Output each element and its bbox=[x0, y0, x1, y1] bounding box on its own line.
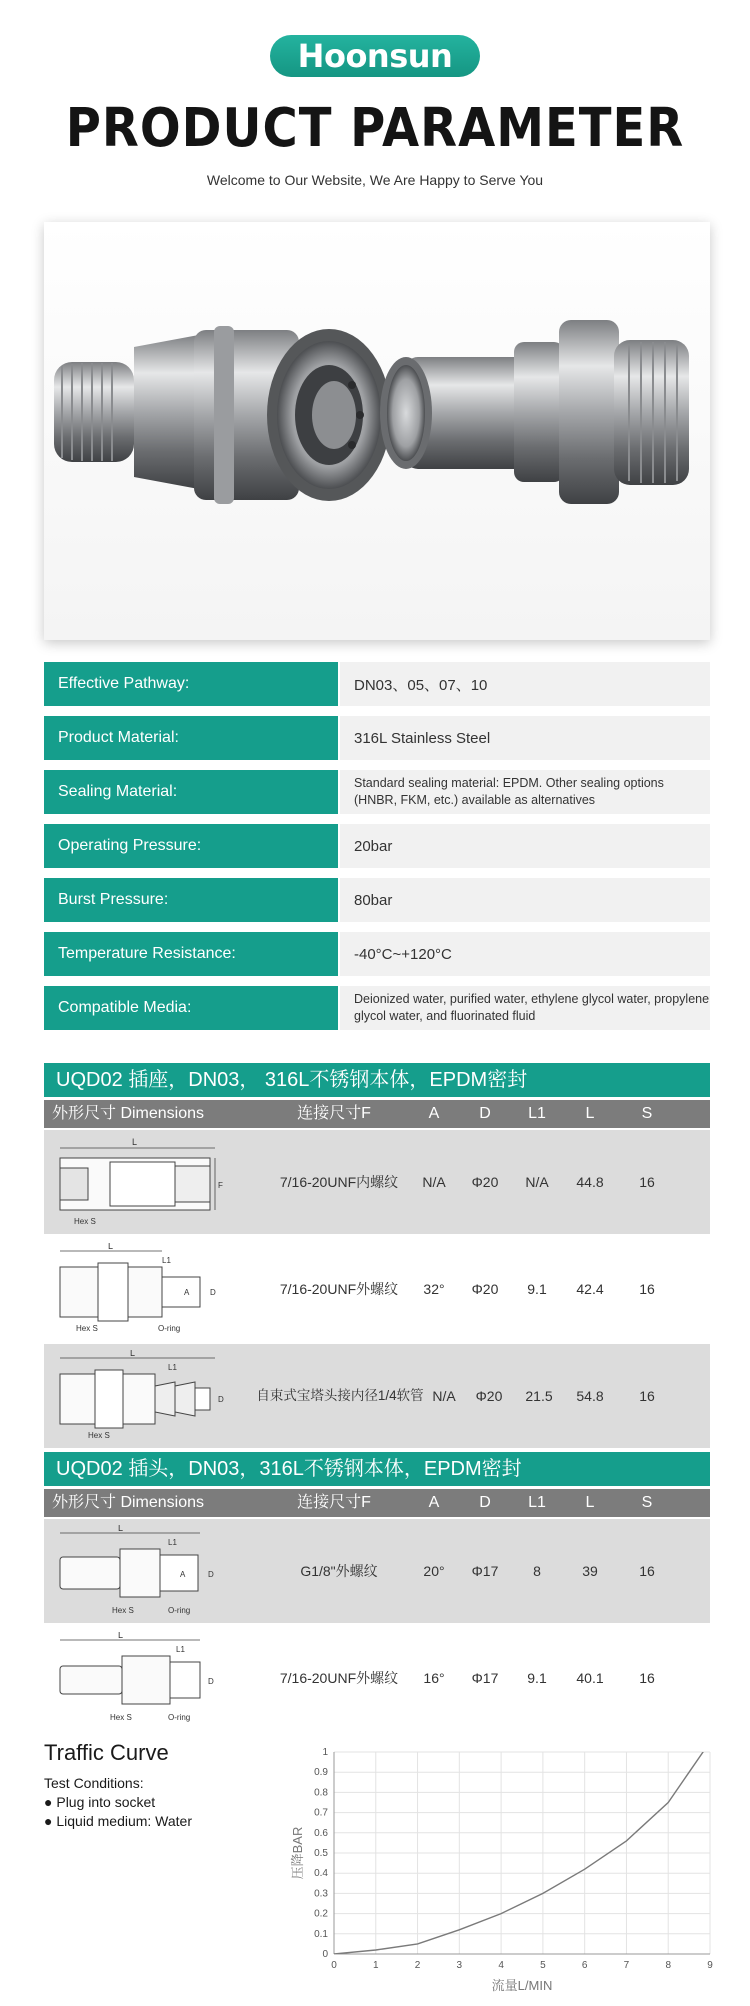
col-a: A bbox=[428, 1494, 440, 1511]
y-tick-label: 0.2 bbox=[314, 1908, 328, 1920]
cell-s: 16 bbox=[639, 1174, 655, 1190]
socket-drawing-male bbox=[50, 1243, 230, 1335]
col-l1: L1 bbox=[528, 1494, 546, 1511]
param-label: Product Material: bbox=[44, 716, 338, 760]
param-row bbox=[44, 986, 710, 1030]
x-tick-label: 2 bbox=[414, 1960, 421, 1971]
dim-label-a: A bbox=[180, 1570, 186, 1579]
param-label: Effective Pathway: bbox=[44, 662, 338, 706]
curve-conditions bbox=[44, 1774, 192, 1831]
x-tick-label: 5 bbox=[540, 1960, 546, 1971]
cell-a: N/A bbox=[432, 1388, 456, 1404]
col-d: D bbox=[479, 1494, 491, 1511]
cell-l: 44.8 bbox=[576, 1174, 604, 1190]
brand-logo: Hoonsun bbox=[270, 35, 480, 77]
socket-row bbox=[44, 1237, 710, 1341]
col-d: D bbox=[479, 1105, 491, 1122]
x-tick-label: 1 bbox=[372, 1960, 379, 1971]
param-value: 316L Stainless Steel bbox=[340, 716, 710, 760]
param-row bbox=[44, 716, 710, 760]
cell-l: 54.8 bbox=[576, 1388, 604, 1404]
y-tick-label: 0.6 bbox=[314, 1827, 328, 1839]
cell-d: Φ20 bbox=[471, 1174, 499, 1190]
param-label: Sealing Material: bbox=[44, 770, 338, 814]
conditions-label: Test Conditions: bbox=[44, 1775, 144, 1791]
condition-text: Liquid medium: Water bbox=[56, 1813, 193, 1829]
param-label: Temperature Resistance: bbox=[44, 932, 338, 976]
x-tick-label: 9 bbox=[707, 1960, 713, 1971]
cell-connection: 7/16-20UNF外螺纹 bbox=[279, 1281, 399, 1297]
cell-l1: 9.1 bbox=[527, 1281, 547, 1297]
dim-label-hex: Hex S bbox=[112, 1606, 134, 1615]
param-value: Standard sealing material: EPDM. Other sealing options (HNBR, FKM, etc.) available as alternatives bbox=[340, 770, 710, 814]
page-subtitle: Welcome to Our Website, We Are Happy to Serve You bbox=[206, 172, 544, 188]
condition-item: ● Liquid medium: Water bbox=[44, 1813, 193, 1829]
y-tick-label: 0.7 bbox=[314, 1807, 328, 1819]
dim-label-d: D bbox=[210, 1288, 216, 1297]
param-value: 20bar bbox=[340, 824, 710, 868]
dim-label-l1: L1 bbox=[168, 1363, 177, 1372]
dim-label-l1: L1 bbox=[176, 1645, 185, 1654]
col-dimensions: 外形尺寸 Dimensions bbox=[52, 1105, 205, 1122]
socket-row bbox=[44, 1130, 710, 1234]
param-row bbox=[44, 878, 710, 922]
cell-l: 40.1 bbox=[576, 1670, 604, 1686]
cell-l1: 21.5 bbox=[525, 1388, 553, 1404]
col-s: S bbox=[641, 1105, 653, 1122]
dim-label-d: D bbox=[208, 1677, 214, 1686]
dim-label-l1: L1 bbox=[168, 1538, 177, 1547]
x-tick-label: 6 bbox=[581, 1960, 588, 1971]
socket-drawing-female bbox=[50, 1136, 230, 1228]
cell-l1: N/A bbox=[525, 1174, 549, 1190]
dim-label-d: D bbox=[218, 1395, 224, 1404]
param-label: Burst Pressure: bbox=[44, 878, 338, 922]
flow-chart bbox=[290, 1744, 730, 2000]
y-tick-label: 1 bbox=[322, 1747, 328, 1758]
dim-label-oring: O-ring bbox=[158, 1324, 181, 1333]
cell-connection: G1/8"外螺纹 bbox=[300, 1563, 378, 1579]
cell-s: 16 bbox=[639, 1281, 655, 1297]
dim-label-d: D bbox=[208, 1570, 214, 1579]
socket-table-header bbox=[44, 1100, 710, 1128]
cell-connection: 7/16-20UNF内螺纹 bbox=[279, 1174, 399, 1190]
x-tick-label: 8 bbox=[665, 1960, 672, 1971]
cell-s: 16 bbox=[639, 1670, 655, 1686]
dim-label-hex: Hex S bbox=[74, 1217, 96, 1226]
param-value: DN03、05、07、10 bbox=[340, 662, 710, 706]
plug-section-title: UQD02 插头，DN03，316L不锈钢本体，EPDM密封 bbox=[44, 1452, 710, 1486]
cell-d: Φ17 bbox=[471, 1563, 499, 1579]
condition-text: Plug into socket bbox=[56, 1794, 156, 1810]
series-line bbox=[334, 1744, 710, 1954]
cell-a: 32° bbox=[423, 1281, 445, 1297]
y-tick-label: 0.5 bbox=[314, 1848, 328, 1859]
socket-drawing-barb bbox=[50, 1350, 230, 1442]
x-tick-label: 0 bbox=[331, 1960, 337, 1971]
col-l: L bbox=[585, 1494, 595, 1511]
x-tick-label: 4 bbox=[498, 1960, 504, 1971]
x-tick-label: 3 bbox=[456, 1960, 463, 1971]
dim-label-f: F bbox=[218, 1181, 223, 1190]
cell-connection: 自束式宝塔头接内径1/4软管 bbox=[256, 1388, 424, 1403]
y-tick-label: 0.8 bbox=[314, 1787, 328, 1799]
x-axis-label: 流量L/MIN bbox=[491, 1978, 553, 1993]
y-tick-label: 0.9 bbox=[314, 1767, 328, 1779]
col-l: L bbox=[585, 1105, 595, 1122]
cell-d: Φ20 bbox=[475, 1388, 503, 1404]
cell-d: Φ20 bbox=[471, 1281, 499, 1297]
dim-label-hex: Hex S bbox=[110, 1713, 132, 1722]
cell-a: 20° bbox=[423, 1563, 445, 1579]
socket-section-title: UQD02 插座，DN03， 316L不锈钢本体，EPDM密封 bbox=[44, 1063, 710, 1097]
cell-connection: 7/16-20UNF外螺纹 bbox=[279, 1670, 399, 1686]
dim-label-l: L bbox=[118, 1632, 124, 1640]
cell-l: 42.4 bbox=[576, 1281, 604, 1297]
param-label: Compatible Media: bbox=[44, 986, 338, 1030]
coupling-illustration bbox=[44, 222, 710, 640]
condition-item: ● Plug into socket bbox=[44, 1794, 156, 1810]
col-a: A bbox=[428, 1105, 440, 1122]
y-tick-label: 0.1 bbox=[314, 1928, 328, 1940]
col-connection: 连接尺寸F bbox=[297, 1105, 371, 1122]
cell-l1: 8 bbox=[533, 1563, 541, 1579]
product-photo bbox=[44, 222, 710, 640]
dim-label-hex: Hex S bbox=[76, 1324, 98, 1333]
param-row bbox=[44, 824, 710, 868]
plug-table-header bbox=[44, 1489, 710, 1517]
y-tick-label: 0.4 bbox=[314, 1868, 328, 1880]
cell-s: 16 bbox=[639, 1563, 655, 1579]
dim-label-l: L bbox=[130, 1350, 136, 1358]
dim-label-oring: O-ring bbox=[168, 1713, 191, 1722]
cell-l: 39 bbox=[582, 1563, 598, 1579]
param-row bbox=[44, 662, 710, 706]
param-value: Deionized water, purified water, ethylene glycol water, propylene glycol water, and fluorinated fluid bbox=[340, 986, 710, 1030]
plug-row bbox=[44, 1519, 710, 1623]
y-axis-label: 压降BAR bbox=[290, 1826, 305, 1880]
y-tick-label: 0 bbox=[322, 1949, 328, 1960]
curve-title: Traffic Curve bbox=[44, 1740, 169, 1765]
col-connection: 连接尺寸F bbox=[297, 1494, 371, 1511]
cell-s: 16 bbox=[639, 1388, 655, 1404]
param-value: 80bar bbox=[340, 878, 710, 922]
dim-label-l: L bbox=[108, 1243, 114, 1251]
dim-label-hex: Hex S bbox=[88, 1431, 110, 1440]
plug-drawing-g18 bbox=[50, 1525, 230, 1617]
dim-label-a: A bbox=[184, 1288, 190, 1297]
page-title: PRODUCT PARAMETER bbox=[65, 96, 685, 160]
socket-row bbox=[44, 1344, 710, 1448]
cell-a: N/A bbox=[422, 1174, 446, 1190]
plug-row bbox=[44, 1626, 710, 1730]
cell-a: 16° bbox=[423, 1670, 445, 1686]
plug-drawing-unf bbox=[50, 1632, 230, 1724]
col-s: S bbox=[641, 1494, 653, 1511]
dim-label-l: L bbox=[118, 1525, 124, 1533]
param-value: -40°C~+120°C bbox=[340, 932, 710, 976]
cell-l1: 9.1 bbox=[527, 1670, 547, 1686]
x-tick-label: 7 bbox=[623, 1960, 630, 1971]
dim-label-l1: L1 bbox=[162, 1256, 171, 1265]
param-label: Operating Pressure: bbox=[44, 824, 338, 868]
param-row bbox=[44, 770, 710, 814]
col-l1: L1 bbox=[528, 1105, 546, 1122]
dim-label-oring: O-ring bbox=[168, 1606, 191, 1615]
param-row bbox=[44, 932, 710, 976]
cell-d: Φ17 bbox=[471, 1670, 499, 1686]
col-dimensions: 外形尺寸 Dimensions bbox=[52, 1494, 205, 1511]
y-tick-label: 0.3 bbox=[314, 1888, 328, 1900]
dim-label-l: L bbox=[132, 1137, 138, 1147]
